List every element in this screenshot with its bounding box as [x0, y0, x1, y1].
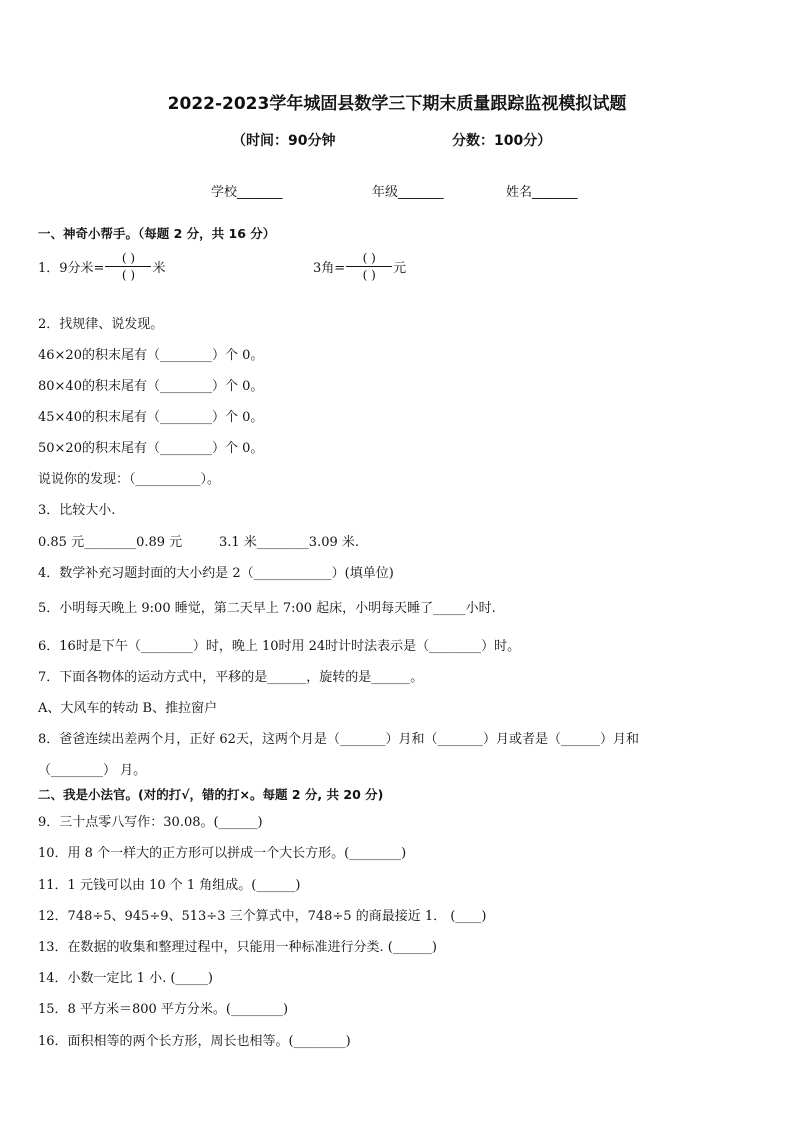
question-10[interactable]: 10．用 8 个一样大的正方形可以拼成一个大长方形。(________) — [38, 846, 407, 861]
question-2b[interactable]: 80×40的积末尾有（________）个 0。 — [38, 379, 264, 394]
question-14[interactable]: 14．小数一定比 1 小. (_____) — [38, 971, 213, 986]
question-4[interactable]: 4．数学补充习题封面的大小约是 2（____________）(填单位) — [38, 566, 394, 581]
question-13[interactable]: 13．在数据的收集和整理过程中，只能用一种标准进行分类. (______) — [38, 940, 437, 955]
q1a-prefix: 1．9分米= — [38, 261, 105, 276]
question-7[interactable]: 7．下面各物体的运动方式中，平移的是______，旋转的是______。 — [38, 670, 424, 685]
question-2: 2．找规律、说发现。 — [38, 317, 164, 332]
question-8-cont[interactable]: （________） 月。 — [38, 763, 147, 778]
section-2-heading: 二、我是小法官。(对的打√，错的打×。每题 2 分, 共 20 分) — [38, 787, 384, 802]
grade-field[interactable]: 年级_______ — [372, 185, 444, 200]
q1a-numerator-blank[interactable]: ( ) — [121, 251, 136, 265]
question-6[interactable]: 6．16时是下午（________）时，晚上 10时用 24时计时法表示是（________）时。 — [38, 639, 521, 654]
question-2c[interactable]: 45×40的积末尾有（________）个 0。 — [38, 410, 264, 425]
q1b-fraction — [346, 250, 392, 283]
question-16[interactable]: 16．面积相等的两个长方形，周长也相等。(________) — [38, 1034, 351, 1049]
exam-score: 分数：100分） — [452, 133, 552, 149]
question-12[interactable]: 12．748÷5、945÷9、513÷3 三个算式中，748÷5 的商最接近 1． (____) — [38, 909, 487, 924]
question-7-options: A、大风车的转动 B、推拉窗户 — [38, 701, 218, 716]
section-1-heading: 一、神奇小帮手。（每题 2 分，共 16 分） — [38, 226, 276, 241]
q1a-denominator-blank[interactable]: ( ) — [121, 268, 136, 282]
q1b-prefix: 3角= — [313, 261, 346, 276]
question-3a[interactable]: 0.85 元________0.89 元 — [38, 535, 183, 550]
question-1b — [313, 250, 406, 283]
question-8[interactable]: 8．爸爸连续出差两个月，正好 62天，这两个月是（_______）月和（_______）月或者是（______）月和 — [38, 732, 639, 747]
question-9[interactable]: 9．三十点零八写作：30.08。(______) — [38, 815, 263, 830]
question-2d[interactable]: 50×20的积末尾有（________）个 0。 — [38, 441, 264, 456]
exam-time: （时间：90分钟 — [232, 133, 336, 149]
school-field[interactable]: 学校_______ — [211, 185, 283, 200]
q1a-fraction — [105, 250, 151, 283]
q1b-numerator-blank[interactable]: ( ) — [362, 251, 376, 265]
question-3b[interactable]: 3.1 米________3.09 米. — [219, 535, 360, 550]
question-15[interactable]: 15．8 平方米＝800 平方分米。(________) — [38, 1002, 289, 1017]
question-1a — [38, 250, 165, 283]
question-3: 3．比较大小. — [38, 503, 116, 518]
name-field[interactable]: 姓名_______ — [506, 185, 578, 200]
question-5[interactable]: 5．小明每天晚上 9:00 睡觉，第二天早上 7:00 起床，小明每天睡了_____小时. — [38, 601, 496, 616]
question-2e[interactable]: 说说你的发现：（__________）。 — [38, 472, 221, 487]
q1b-denominator-blank[interactable]: ( ) — [362, 268, 376, 282]
page-title: 2022-2023学年城固县数学三下期末质量跟踪监视模拟试题 — [167, 94, 627, 114]
q1b-suffix: 元 — [393, 261, 407, 276]
q1a-suffix: 米 — [152, 261, 166, 276]
question-2a[interactable]: 46×20的积末尾有（________）个 0。 — [38, 348, 264, 363]
question-11[interactable]: 11．1 元钱可以由 10 个 1 角组成。(______) — [38, 878, 301, 893]
